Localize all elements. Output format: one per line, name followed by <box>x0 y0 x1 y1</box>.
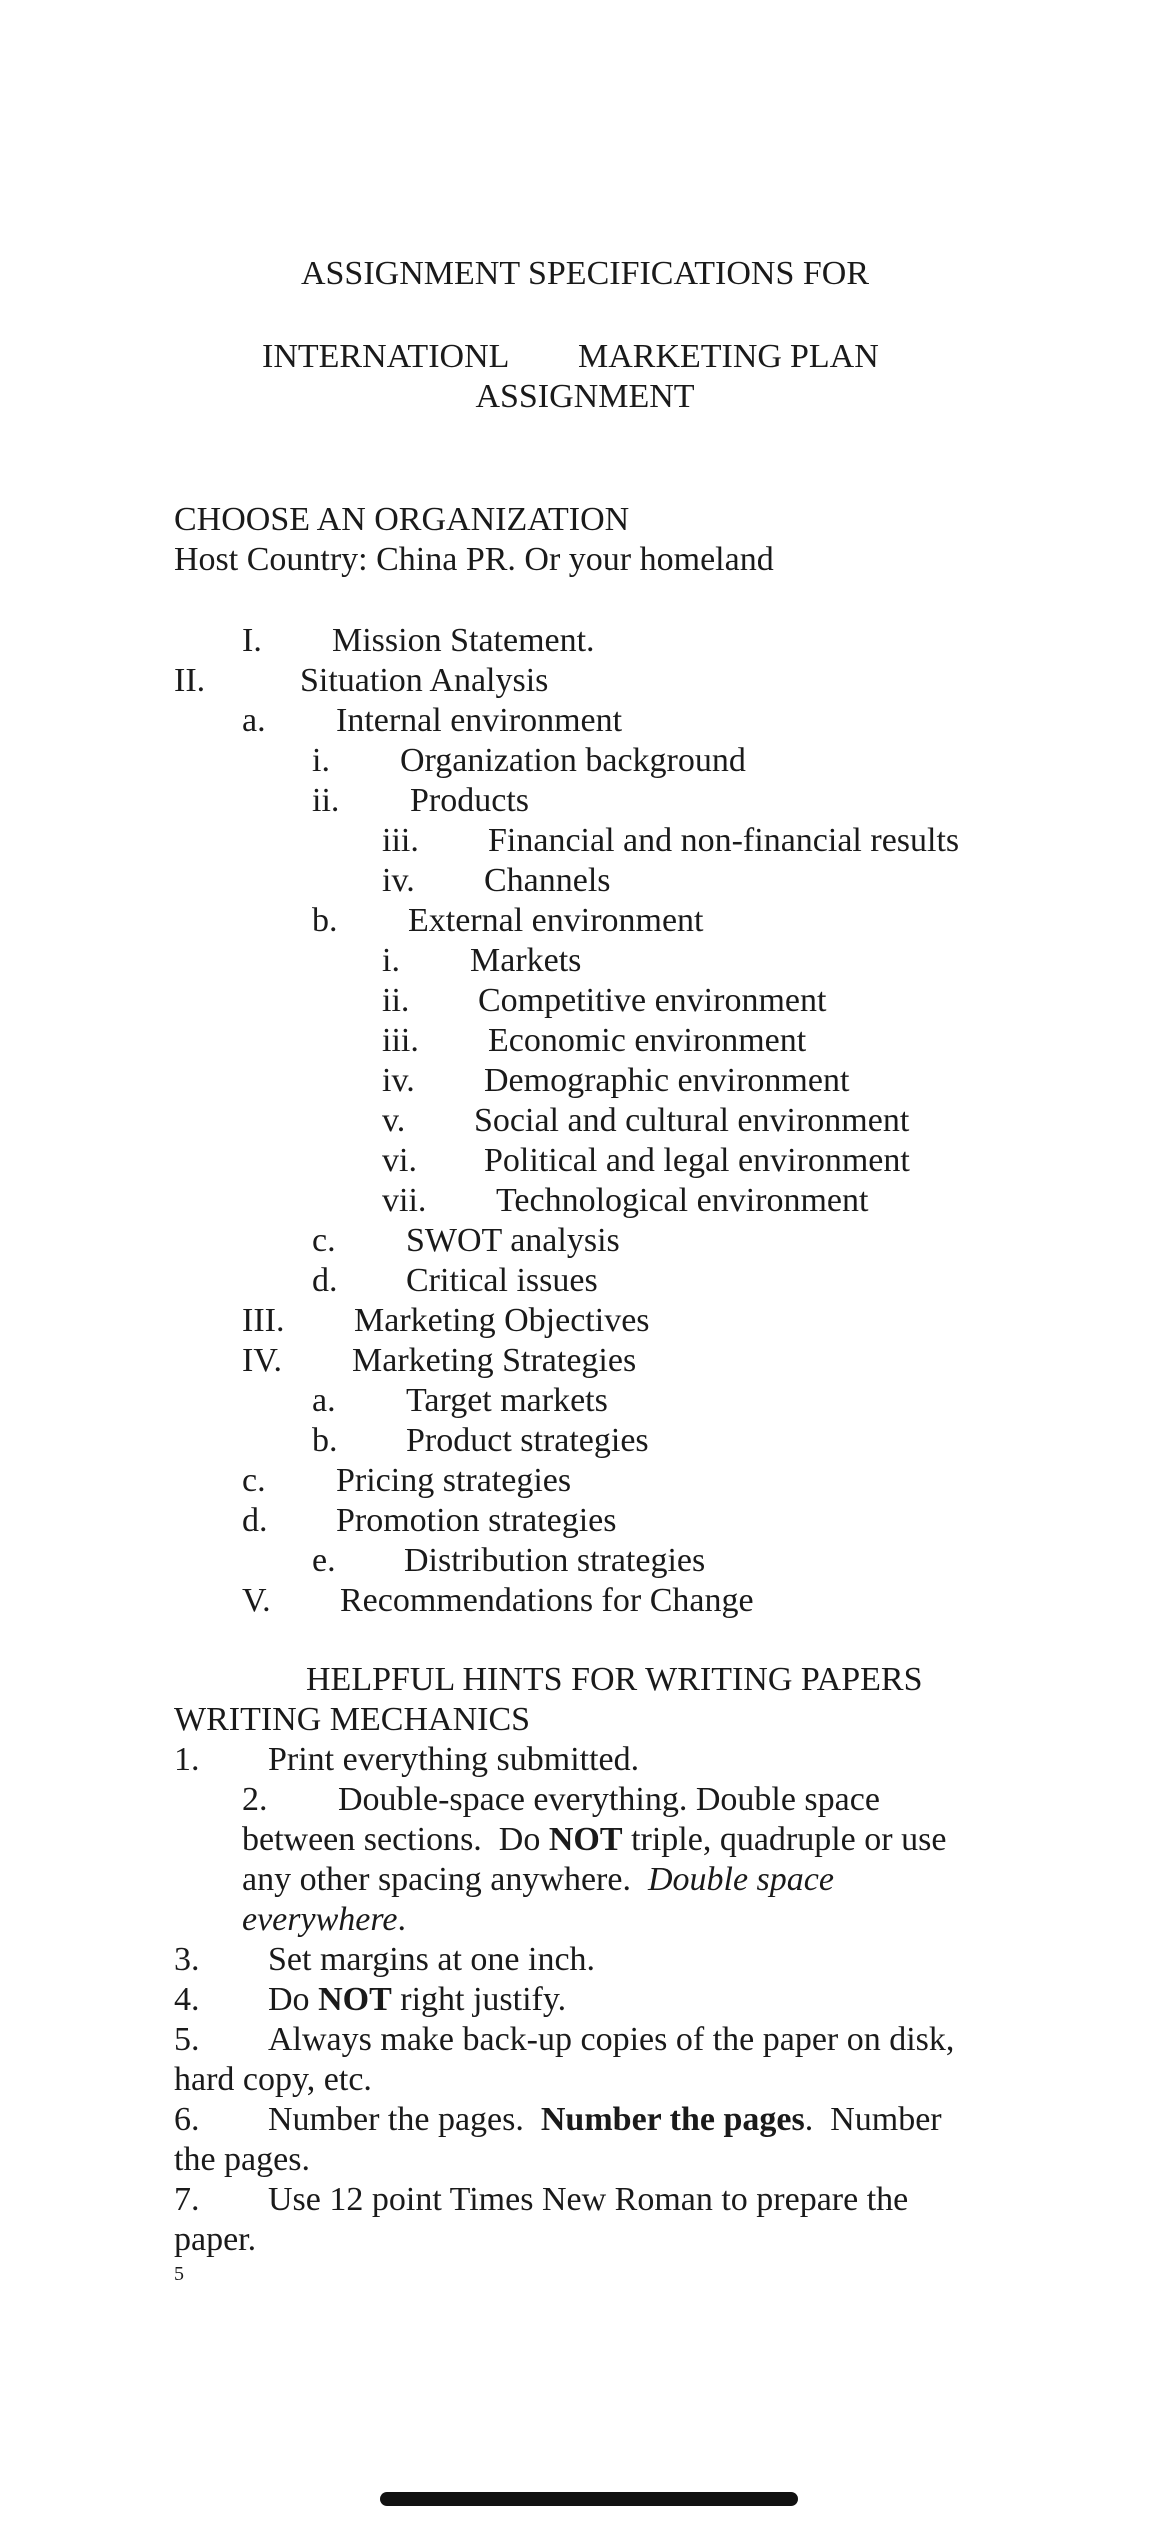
hint-text-line-1 <box>268 2100 942 2140</box>
helpful-hints-title: HELPFUL HINTS FOR WRITING PAPERS <box>306 1661 923 1698</box>
hint-number: 1. <box>174 1741 200 1778</box>
outline-marker: ii. <box>312 782 340 819</box>
outline-marker: I. <box>242 622 262 659</box>
outline-text: Recommendations for Change <box>340 1582 754 1619</box>
outline-marker: iv. <box>382 1062 415 1099</box>
outline-marker: iii. <box>382 1022 419 1059</box>
outline-text: Promotion strategies <box>336 1502 617 1539</box>
outline-marker: vi. <box>382 1142 417 1179</box>
outline-marker: III. <box>242 1302 285 1339</box>
hint-text-line-2: paper. <box>174 2221 257 2258</box>
outline-marker: II. <box>174 662 206 699</box>
hint-number: 6. <box>174 2101 200 2138</box>
outline-text: Political and legal environment <box>484 1142 910 1179</box>
hint-text-line-3 <box>242 1860 834 1900</box>
outline-text: Distribution strategies <box>404 1542 706 1579</box>
outline-marker: V. <box>242 1582 271 1619</box>
host-country-line: Host Country: China PR. Or your homeland <box>174 541 774 578</box>
outline-text: Organization background <box>400 742 746 779</box>
hint-text-segment: triple, quadruple or use <box>622 1821 947 1858</box>
emphasis-number-the-pages: Number the pages <box>540 2101 805 2138</box>
writing-mechanics-heading: WRITING MECHANICS <box>174 1701 531 1738</box>
hint-text-line-1: Use 12 point Times New Roman to prepare the <box>268 2181 909 2218</box>
hint-text-segment: right justify. <box>391 1981 567 2018</box>
hint-number: 7. <box>174 2181 200 2218</box>
outline-text: Demographic environment <box>484 1062 850 1099</box>
outline-marker: a. <box>242 702 266 739</box>
outline-text: Target markets <box>406 1382 608 1419</box>
outline-marker: d. <box>312 1262 338 1299</box>
hint-text: Set margins at one inch. <box>268 1941 596 1978</box>
outline-text: Product strategies <box>406 1422 649 1459</box>
title-word-internationl: INTERNATIONL <box>262 338 510 375</box>
outline-marker: b. <box>312 902 338 939</box>
hint-text-segment: any other spacing anywhere. <box>242 1861 648 1898</box>
title-line-3: ASSIGNMENT <box>475 378 695 415</box>
outline-text: Technological environment <box>496 1182 869 1219</box>
hint-number: 3. <box>174 1941 200 1978</box>
hint-text-line-1: Always make back-up copies of the paper on disk, <box>268 2021 955 2058</box>
hint-number: 2. <box>242 1781 268 1818</box>
outline-text: Situation Analysis <box>300 662 549 699</box>
outline-text: Social and cultural environment <box>474 1102 910 1139</box>
hint-text-line-2: hard copy, etc. <box>174 2061 372 2098</box>
outline-marker: IV. <box>242 1342 282 1379</box>
outline-marker: c. <box>242 1462 266 1499</box>
emphasis-everywhere: everywhere <box>242 1901 398 1938</box>
outline-text: SWOT analysis <box>406 1222 620 1259</box>
outline-marker: v. <box>382 1102 406 1139</box>
outline-marker: iv. <box>382 862 415 899</box>
outline-marker: ii. <box>382 982 410 1019</box>
outline-marker: vii. <box>382 1182 427 1219</box>
outline-text: Channels <box>484 862 611 899</box>
outline-marker: c. <box>312 1222 336 1259</box>
hint-text-line-2: the pages. <box>174 2141 310 2178</box>
hint-text-line-1: Double-space everything. Double space <box>338 1781 880 1818</box>
hint-text-line-2 <box>242 1820 946 1860</box>
outline-text: Financial and non-financial results <box>488 822 960 859</box>
outline-text: Marketing Objectives <box>354 1302 650 1339</box>
outline-marker: iii. <box>382 822 419 859</box>
outline-text: Mission Statement. <box>332 622 595 659</box>
outline-text: External environment <box>408 902 704 939</box>
outline-marker: a. <box>312 1382 336 1419</box>
emphasis-not: NOT <box>548 1821 623 1858</box>
hint-text-segment: Do <box>268 1981 319 2018</box>
outline-text: Competitive environment <box>478 982 827 1019</box>
hint-number: 4. <box>174 1981 200 2018</box>
choose-organization-heading: CHOOSE AN ORGANIZATION <box>174 501 630 538</box>
hint-text-line-4 <box>242 1900 406 1940</box>
outline-text: Markets <box>470 942 582 979</box>
outline-marker: b. <box>312 1422 338 1459</box>
outline-marker: i. <box>312 742 330 779</box>
outline-marker: d. <box>242 1502 268 1539</box>
hint-text-segment: Number the pages. <box>268 2101 541 2138</box>
page-number: 5 <box>174 2263 184 2285</box>
hint-text: Print everything submitted. <box>268 1741 640 1778</box>
outline-text: Products <box>410 782 529 819</box>
hint-text-segment: between sections. Do <box>242 1821 549 1858</box>
emphasis-double-space: Double space <box>647 1861 834 1898</box>
emphasis-not: NOT <box>318 1981 392 2018</box>
outline-marker: e. <box>312 1542 336 1579</box>
outline-text: Internal environment <box>336 702 623 739</box>
outline-marker: i. <box>382 942 400 979</box>
home-indicator[interactable] <box>380 2492 798 2506</box>
outline-text: Critical issues <box>406 1262 598 1299</box>
outline-text: Marketing Strategies <box>352 1342 637 1379</box>
outline-text: Pricing strategies <box>336 1462 572 1499</box>
hint-text-segment: . Number <box>804 2101 942 2138</box>
hint-number: 5. <box>174 2021 200 2058</box>
title-word-marketing: MARKETING <box>578 338 782 375</box>
outline-text: Economic environment <box>488 1022 807 1059</box>
hint-text <box>268 1980 566 2020</box>
hint-text-segment: . <box>397 1901 406 1938</box>
title-word-plan: PLAN <box>790 338 879 375</box>
title-line-1: ASSIGNMENT SPECIFICATIONS FOR <box>300 255 870 292</box>
